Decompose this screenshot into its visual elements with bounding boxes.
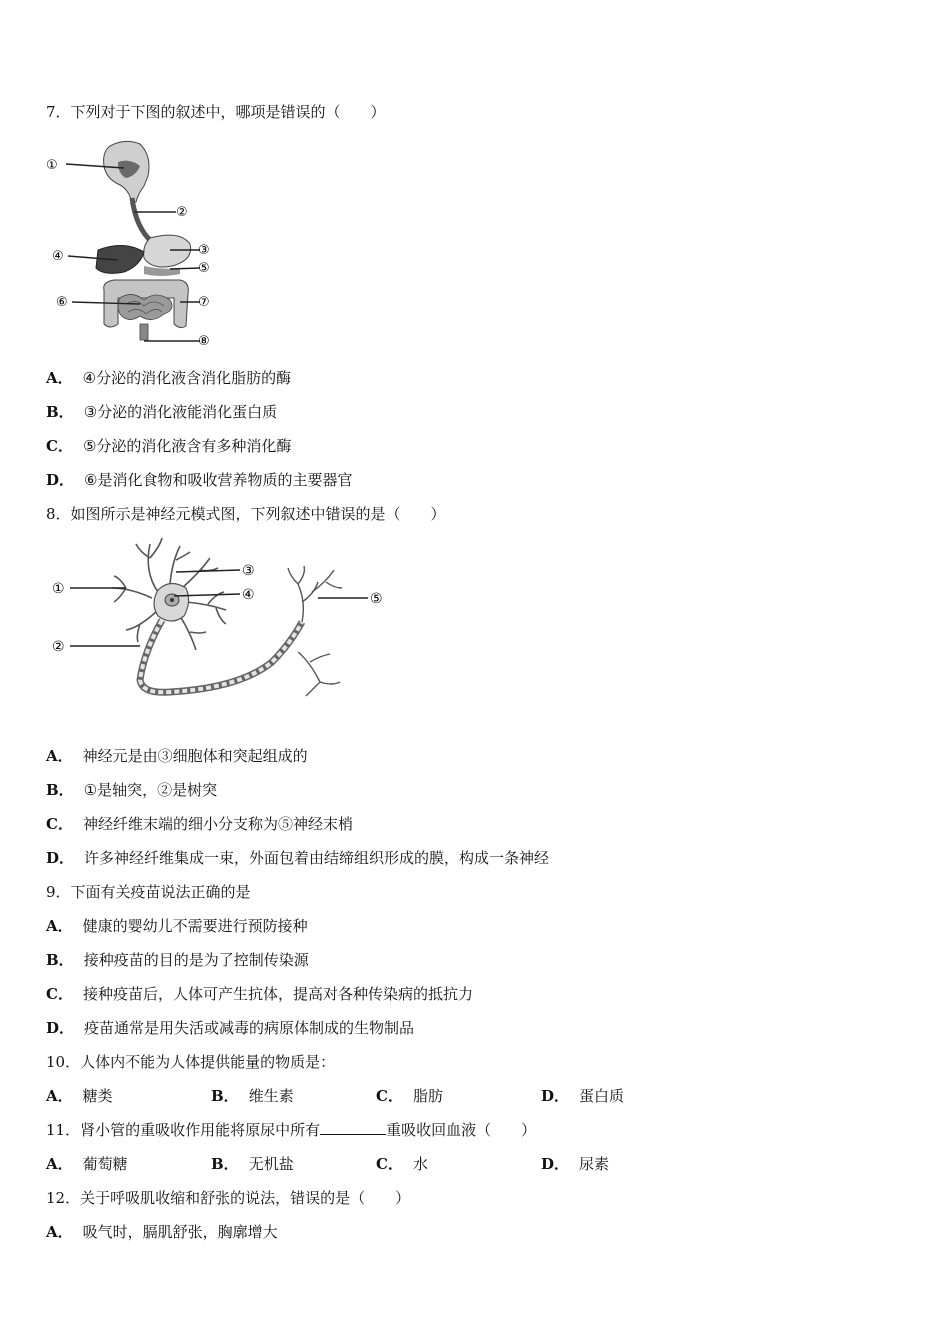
fig7-label-1: ① (46, 158, 58, 173)
q8-option-c[interactable] (46, 814, 353, 834)
q9-option-d[interactable] (46, 1018, 414, 1038)
option-label: A． (46, 1155, 73, 1173)
q10-options (46, 1086, 746, 1106)
q9-option-c[interactable] (46, 984, 473, 1004)
option-label: B． (211, 1155, 239, 1173)
option-label: C． (376, 1155, 403, 1173)
option-text: ⑥是消化食物和吸收营养物质的主要器官 (84, 471, 353, 489)
option-text: ⑤分泌的消化液含有多种消化酶 (82, 437, 292, 455)
option-text: 神经纤维末端的细小分支称为⑤神经末梢 (82, 815, 353, 833)
option-text: 糖类 (82, 1087, 113, 1105)
q11-option-b[interactable] (211, 1154, 376, 1174)
option-text: 脂肪 (412, 1087, 443, 1105)
q11-option-d[interactable] (541, 1154, 706, 1174)
q11-stem-after: 重吸收回血液（ ） (386, 1121, 537, 1139)
q8-stem: 8．如图所示是神经元模式图，下列叙述中错误的是（ ） (46, 505, 446, 523)
q10-option-b[interactable] (211, 1086, 376, 1106)
q11-stem-before: 11．肾小管的重吸收作用能将原尿中所有 (46, 1121, 321, 1139)
q12-option-a[interactable] (46, 1222, 278, 1242)
option-label: D． (46, 471, 75, 489)
option-text: 接种疫苗后，人体可产生抗体，提高对各种传染病的抵抗力 (82, 985, 473, 1003)
option-text: 维生素 (248, 1087, 294, 1105)
option-label: B． (211, 1087, 239, 1105)
option-label: C． (46, 437, 73, 455)
q9-option-a[interactable] (46, 916, 308, 936)
option-text: ①是轴突，②是树突 (83, 781, 218, 799)
fig8-label-3: ③ (242, 563, 255, 579)
q11-option-c[interactable] (376, 1154, 541, 1174)
fig7-label-7: ⑦ (198, 295, 210, 310)
answer-blank[interactable] (320, 1120, 386, 1135)
q10-option-a[interactable] (46, 1086, 211, 1106)
option-text: 吸气时，膈肌舒张，胸廓增大 (82, 1223, 278, 1241)
q10-stem: 10．人体内不能为人体提供能量的物质是： (46, 1053, 336, 1071)
option-label: A． (46, 747, 73, 765)
option-text: 疫苗通常是用失活或减毒的病原体制成的生物制品 (84, 1019, 415, 1037)
fig7-label-4: ④ (52, 249, 64, 264)
option-label: A． (46, 1223, 73, 1241)
fig8-label-2: ② (52, 639, 65, 655)
option-label: C． (376, 1087, 403, 1105)
fig7-label-3: ③ (198, 243, 210, 258)
q9-stem: 9．下面有关疫苗说法正确的是 (46, 883, 251, 901)
q7-option-b[interactable] (46, 402, 277, 422)
q8-option-b[interactable] (46, 780, 217, 800)
option-text: 健康的婴幼儿不需要进行预防接种 (82, 917, 308, 935)
q7-stem: 7．下列对于下图的叙述中，哪项是错误的（ ） (46, 103, 386, 121)
q8-option-a[interactable] (46, 746, 308, 766)
fig7-label-8: ⑧ (198, 334, 210, 349)
option-label: B． (46, 781, 74, 799)
fig8-label-4: ④ (242, 587, 255, 603)
option-text: 许多神经纤维集成一束，外面包着由结缔组织形成的膜，构成一条神经 (84, 849, 550, 867)
fig7-label-6: ⑥ (56, 295, 68, 310)
option-label: A． (46, 1087, 73, 1105)
option-label: D． (541, 1155, 570, 1173)
option-label: D． (46, 849, 75, 867)
option-text: ④分泌的消化液含消化脂肪的酶 (82, 369, 292, 387)
option-label: A． (46, 917, 73, 935)
q8-option-d[interactable] (46, 848, 549, 868)
option-label: C． (46, 985, 73, 1003)
option-label: B． (46, 951, 74, 969)
option-label: A． (46, 369, 73, 387)
q12-stem: 12．关于呼吸肌收缩和舒张的说法，错误的是（ ） (46, 1189, 411, 1207)
option-text: 水 (412, 1155, 428, 1173)
q10-option-c[interactable] (376, 1086, 541, 1106)
q11-options (46, 1154, 746, 1174)
q10-option-d[interactable] (541, 1086, 706, 1106)
option-label: B． (46, 403, 74, 421)
digestive-system-figure (40, 138, 230, 353)
q11-stem (46, 1120, 536, 1140)
option-label: D． (46, 1019, 75, 1037)
fig8-label-5: ⑤ (370, 591, 383, 607)
q9-option-b[interactable] (46, 950, 309, 970)
neuron-figure (40, 532, 400, 712)
option-label: C． (46, 815, 73, 833)
option-label: D． (541, 1087, 570, 1105)
option-text: 接种疫苗的目的是为了控制传染源 (83, 951, 309, 969)
q7-option-c[interactable] (46, 436, 291, 456)
option-text: 神经元是由③细胞体和突起组成的 (82, 747, 308, 765)
fig8-label-1: ① (52, 581, 65, 597)
q11-option-a[interactable] (46, 1154, 211, 1174)
q7-option-a[interactable] (46, 368, 291, 388)
q7-option-d[interactable] (46, 470, 352, 490)
option-text: 尿素 (579, 1155, 610, 1173)
fig7-label-5: ⑤ (198, 261, 210, 276)
option-text: ③分泌的消化液能消化蛋白质 (83, 403, 278, 421)
option-text: 无机盐 (248, 1155, 294, 1173)
option-text: 葡萄糖 (82, 1155, 128, 1173)
option-text: 蛋白质 (579, 1087, 625, 1105)
fig7-label-2: ② (176, 205, 188, 220)
